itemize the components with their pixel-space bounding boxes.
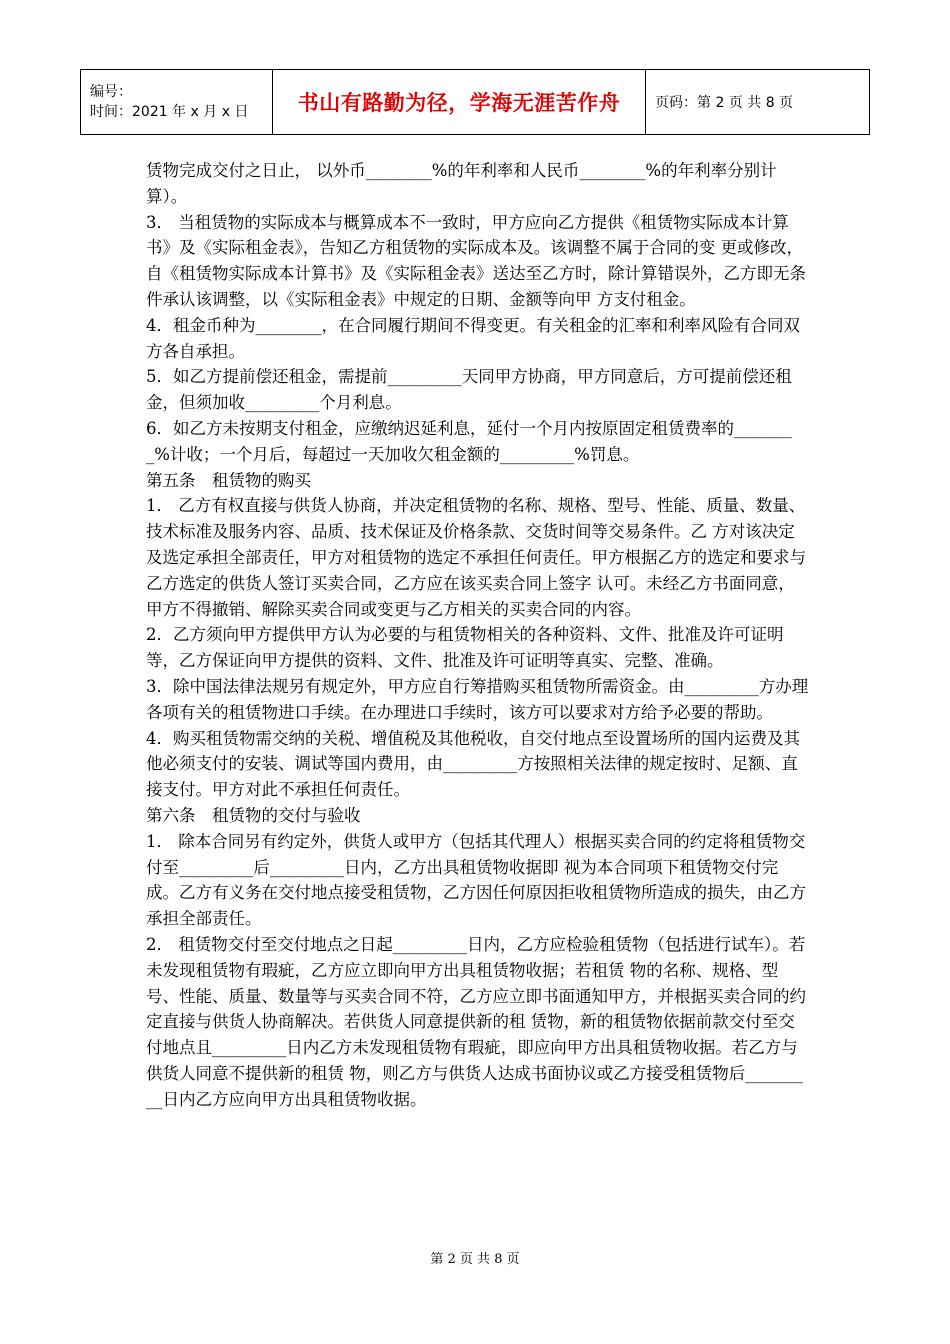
- header-motto: 书山有路勤为径，学海无涯苦作舟: [273, 70, 646, 135]
- document-header: [80, 69, 870, 135]
- paragraph: 1． 除本合同另有约定外，供货人或甲方（包括其代理人）根据买卖合同的约定将租赁物交付至_________后_________日内，乙方出具租赁物收据即 视为本合同项下租赁物交付完成。乙方有义务在交付地点接受租赁物，乙方因任何原因拒收租赁物所造成的损失，由乙方承担全部责任。: [146, 831, 806, 929]
- paragraph: 3． 当租赁物的实际成本与概算成本不一致时，甲方应向乙方提供《租赁物实际成本计算书》及《实际租金表》，告知乙方租赁物的实际成本及。该调整不属于合同的变 更或修改，自《租赁物实际成本计算书》及《实际租金表》送达至乙方时，除计算错误外，乙方即无条件承认该调整，以《实际租金表》中规定的日期、金额等向甲 方支付租金。: [146, 212, 806, 309]
- paragraph: 4．购买租赁物需交纳的关税、增值税及其他税收，自交付地点至设置场所的国内运费及其他必须支付的安装、调试等国内费用，由_________方按照相关法律的规定按时、足额、直接支付。甲方对此不承担任何责任。: [146, 728, 800, 800]
- paragraph: 6．如乙方未按期支付租金，应缴纳迟延利息，延付一个月内按原固定租赁费率的________%计收；一个月后，每超过一天加收欠租金额的_________%罚息。: [146, 418, 792, 464]
- document-body: [146, 158, 810, 1112]
- section-heading: 第六条 租赁物的交付与验收: [146, 805, 361, 825]
- paragraph: 赁物完成交付之日止， 以外币________%的年利率和人民币________%的年利率分别计算）。: [146, 161, 777, 206]
- paragraph: 2． 租赁物交付至交付地点之日起_________日内，乙方应检验租赁物（包括进行试车）。若未发现租赁物有瑕疵，乙方应立即向甲方出具租赁物收据；若租赁 物的名称、规格、型号、性能、质量、数量等与买卖合同不符，乙方应立即书面通知甲方，并根据买卖合同的约定直接与供货人协商解决。若供货人同意提供新的租 赁物，新的租赁物依据前款交付至交付地点且_________日内乙方未发现租赁物有瑕疵，即应向甲方出具租赁物收据。若乙方与供货人同意不提供新的租赁 物，则乙方与供货人达成书面协议或乙方接受租赁物后_________日内乙方应向甲方出具租赁物收据。: [146, 934, 806, 1109]
- header-page-info: 页码：第 2 页 共 8 页: [646, 70, 870, 135]
- paragraph: 1． 乙方有权直接与供货人协商，并决定租赁物的名称、规格、型号、性能、质量、数量、技术标准及服务内容、品质、技术保证及价格条款、交货时间等交易条件。乙 方对该决定及选定承担全部责任，甲方对租赁物的选定不承担任何责任。甲方根据乙方的选定和要求与乙方选定的供货人签订买卖合同，乙方应在该买卖合同上签字 认可。未经乙方书面同意，甲方不得撤销、解除买卖合同或变更与乙方相关的买卖合同的内容。: [146, 496, 806, 619]
- paragraph: 2．乙方须向甲方提供甲方认为必要的与租赁物相关的各种资料、文件、批准及许可证明等，乙方保证向甲方提供的资料、文件、批准及许可证明等真实、完整、准确。: [146, 625, 784, 671]
- paragraph: 4．租金币种为________，在合同履行期间不得变更。有关租金的汇率和利率风险有合同双方各自承担。: [146, 315, 800, 361]
- document-date: 时间：2021 年 x 月 x 日: [90, 104, 249, 120]
- section-heading: 第五条 租赁物的购买: [146, 470, 311, 490]
- paragraph: 3．除中国法律法规另有规定外，甲方应自行筹措购买租赁物所需资金。由_________方办理各项有关的租赁物进口手续。在办理进口手续时，该方可以要求对方给予必要的帮助。: [146, 676, 809, 722]
- page-footer: 第 2 页 共 8 页: [430, 1252, 520, 1267]
- paragraph: 5．如乙方提前偿还租金，需提前_________天同甲方协商，甲方同意后，方可提前偿还租金，但须加收_________个月利息。: [146, 367, 792, 413]
- header-meta: [81, 70, 273, 135]
- document-number-label: 编号：: [90, 84, 132, 100]
